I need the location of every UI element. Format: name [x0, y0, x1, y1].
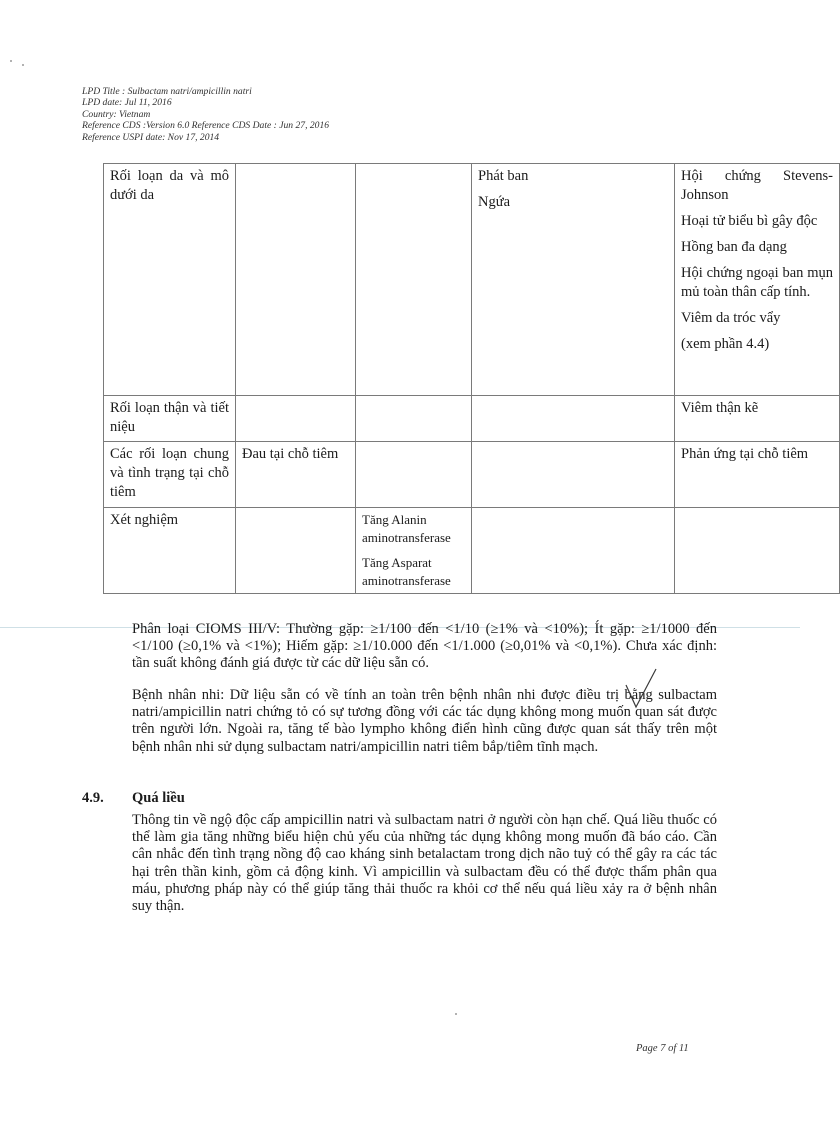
table-cell: [472, 396, 675, 442]
lpd-title-label: LPD Title :: [82, 86, 126, 97]
table-cell: [236, 164, 356, 396]
scan-speck: [22, 64, 24, 66]
table-cell-item: Hồng ban đa dạng: [681, 239, 787, 255]
table-cell-item: Tăng Alanin aminotransferase: [362, 512, 451, 545]
table-row: [104, 396, 840, 442]
table-cell: [356, 164, 472, 396]
reference-uspi: Reference USPI date: Nov 17, 2014: [82, 131, 220, 143]
table-cell: [675, 442, 840, 508]
table-cell: [356, 508, 472, 594]
section-number: 4.9.: [82, 790, 104, 806]
section-title: Quá liều: [132, 790, 185, 806]
table-cell-item: (xem phần 4.4): [681, 336, 770, 352]
lpd-title-line: [82, 86, 442, 97]
table-cell: [472, 164, 675, 396]
page-number: Page 7 of 11: [636, 1043, 689, 1054]
table-cell-item: Hội chứng ngoại ban mụn mủ toàn thân cấp tính.: [681, 265, 833, 300]
table-row: [104, 442, 840, 508]
country: Country: Vietnam: [82, 108, 151, 120]
table-cell-category: Các rối loạn chung và tình trạng tại chỗ tiêm: [104, 442, 236, 508]
document-header: [82, 86, 442, 143]
table-cell-item: Ngứa: [478, 194, 511, 210]
table-cell-item: Phát ban: [478, 168, 529, 184]
check-mark-icon: [612, 665, 662, 725]
table-cell: [236, 396, 356, 442]
table-cell: [236, 508, 356, 594]
table-cell-item: Hoại tử biểu bì gây độc: [681, 213, 818, 229]
table-row: [104, 508, 840, 594]
table-cell: [675, 508, 840, 594]
table-cell-item: Viêm thận kẽ: [681, 400, 759, 416]
table-cell: [356, 396, 472, 442]
table-cell: [472, 442, 675, 508]
table-cell-item: Viêm da tróc vẩy: [681, 310, 781, 326]
table-cell-category: Rối loạn da và mô dưới da: [104, 164, 236, 396]
table-cell-category: Xét nghiệm: [104, 508, 236, 594]
lpd-date: LPD date: Jul 11, 2016: [82, 97, 172, 109]
scan-speck: [10, 60, 12, 62]
table-cell: [675, 164, 840, 396]
table-cell-item: Hội chứng Stevens-Johnson: [681, 168, 833, 203]
table-cell-item: Tăng Asparat aminotransferase: [362, 555, 451, 588]
pediatric-paragraph: Bệnh nhân nhi: Dữ liệu sẵn có về tính an toàn trên bệnh nhân nhi được điều trị bằng sulbactam natri/ampicillin natri chứng tỏ có sự tương đồng với các tác dụng không mong muốn quan sát được trên người lớn. Ngoài ra, tăng tế bào lympho không điển hình cũng được quan sát thấy trên một bệnh nhân nhi sử dụng sulbactam natri/ampicillin natri tiêm bắp/tiêm tĩnh mạch.: [132, 687, 717, 755]
overdose-paragraph: Thông tin về ngộ độc cấp ampicillin natri và sulbactam natri ở người còn hạn chế. Quá liều thuốc có thể làm gia tăng những biểu hiện chủ yếu của những tác dụng không mong muốn đã báo cáo. Cần cân nhắc đến tình trạng nồng độ cao kháng sinh betalactam trong dịch não tuỷ có thể gây ra các tác hại trên thần kinh, gồm cả động kinh. Vì ampicillin và sulbactam đều có thể được thẩm phân qua máu, phương pháp này có thể giúp tăng thải thuốc ra khỏi cơ thể nếu quá liều xảy ra ở bệnh nhân suy thận.: [132, 812, 717, 915]
table-row: [104, 164, 840, 396]
table-cell: [356, 442, 472, 508]
lpd-title: Sulbactam natri/ampicillin natri: [127, 86, 252, 97]
scan-speck: [455, 1013, 457, 1015]
reference-cds: Reference CDS :Version 6.0 Reference CDS Date : Jun 27, 2016: [82, 120, 330, 132]
table-cell: [472, 508, 675, 594]
table-cell-item: Phản ứng tại chỗ tiêm: [681, 446, 809, 462]
table-cell-item: Đau tại chỗ tiêm: [242, 446, 339, 462]
adverse-effects-table: [103, 163, 840, 594]
table-cell-category: Rối loạn thận và tiết niệu: [104, 396, 236, 442]
table-cell: [236, 442, 356, 508]
cioms-paragraph: Phân loại CIOMS III/V: Thường gặp: ≥1/100 đến <1/10 (≥1% và <10%); Ít gặp: ≥1/1000 đến <1/100 (≥0,1% và <1%); Hiếm gặp: ≥1/10.000 đến <1/1.000 (≥0,01% và <0,1%). Chưa xác định: tần suất không đánh giá được từ các dữ liệu sẵn có.: [132, 621, 717, 672]
table-cell: [675, 396, 840, 442]
